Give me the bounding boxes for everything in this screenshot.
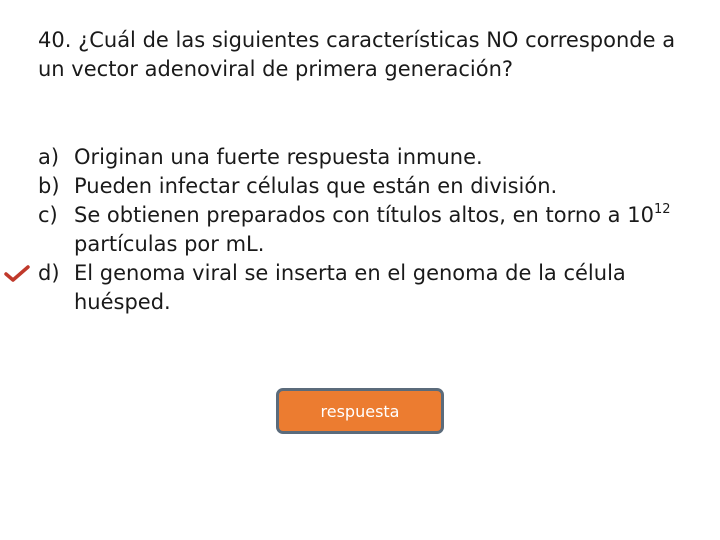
answer-button[interactable]: respuesta: [276, 388, 444, 434]
option-a: [38, 143, 698, 172]
option-d: [38, 259, 698, 317]
option-letter: d): [38, 261, 60, 285]
option-letter: c): [38, 203, 58, 227]
option-text-part: Se obtienen preparados con títulos altos, en torno a 10: [74, 203, 654, 227]
option-text: Originan una fuerte respuesta inmune.: [74, 145, 483, 169]
option-text: [74, 203, 671, 256]
option-b: [38, 172, 698, 201]
option-text-part: partículas por mL.: [74, 232, 265, 256]
option-text: El genoma viral se inserta en el genoma de la célula huésped.: [74, 261, 626, 314]
exponent: 12: [653, 202, 671, 217]
options-list: [38, 143, 698, 317]
option-letter: a): [38, 145, 60, 169]
checkmark-icon: [4, 265, 30, 283]
option-c: [38, 201, 698, 259]
option-letter: b): [38, 174, 60, 198]
question-text: 40. ¿Cuál de las siguientes características NO corresponde a un vector adenoviral de primera generación?: [38, 28, 676, 81]
option-text: Pueden infectar células que están en división.: [74, 174, 558, 198]
